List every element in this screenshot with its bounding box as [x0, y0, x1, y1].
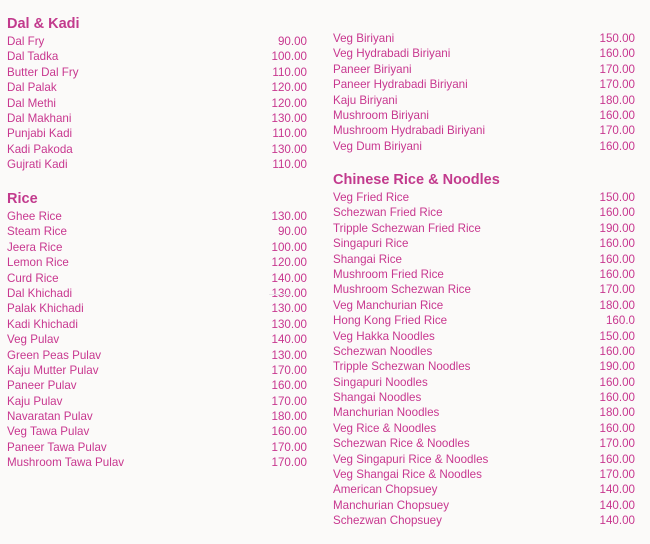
menu-item-price: 170.00: [599, 78, 635, 92]
menu-item-name: Mushroom Biriyani: [333, 108, 429, 122]
menu-item-row: [333, 252, 639, 267]
menu-item-row: [333, 236, 639, 251]
menu-item-row: [333, 123, 639, 138]
menu-item-name: Hong Kong Fried Rice: [333, 314, 448, 328]
paper-mark: [269, 294, 291, 299]
menu-item-name: Palak Khichadi: [7, 302, 84, 316]
menu-item-price: 90.00: [277, 225, 307, 239]
menu-item-row: [333, 298, 639, 313]
menu-item-price: 160.00: [599, 421, 635, 435]
menu-item-name: Veg Fried Rice: [333, 191, 410, 204]
menu-item-name: Veg Dum Biriyani: [333, 139, 422, 153]
menu-item-price: 180.00: [599, 298, 635, 312]
menu-item-row: [333, 329, 639, 344]
menu-item-row: [333, 62, 639, 77]
menu-item-row: [7, 271, 307, 286]
menu-item-row: [333, 108, 639, 123]
menu-item-row: [333, 267, 639, 282]
menu-item-row: [7, 80, 307, 95]
menu-item-row: [7, 424, 307, 439]
menu-item-name: Veg Hakka Noodles: [333, 329, 435, 343]
menu-item-row: [333, 46, 639, 61]
menu-item-price: 160.00: [599, 375, 635, 389]
menu-item-name: Paneer Pulav: [7, 379, 77, 393]
menu-item-price: 180.00: [271, 410, 307, 424]
menu-item-price: 130.00: [271, 142, 307, 156]
menu-item-row: [333, 221, 639, 236]
menu-item-price: 170.00: [271, 363, 307, 377]
menu-item-name: Kaju Mutter Pulav: [7, 363, 99, 377]
menu-item-price: 160.00: [599, 237, 635, 251]
menu-item-price: 170.00: [599, 62, 635, 76]
menu-item-price: 110.00: [272, 65, 307, 79]
menu-item-row: [333, 139, 639, 154]
menu-item-price: 130.00: [271, 302, 307, 316]
menu-item-name: Curd Rice: [7, 271, 59, 285]
menu-item-price: 160.00: [599, 47, 635, 61]
menu-item-price: 160.0: [605, 314, 635, 328]
menu-item-price: 130.00: [271, 111, 307, 125]
menu-item-name: Dal Khichadi: [7, 286, 73, 300]
menu-item-row: [333, 190, 639, 205]
menu-item-name: Jeera Rice: [7, 240, 63, 254]
menu-item-name: Ghee Rice: [7, 210, 62, 223]
menu-item-name: Shangai Noodles: [333, 391, 422, 405]
menu-item-price: 130.00: [271, 348, 307, 362]
menu-item-price: 160.00: [271, 379, 307, 393]
menu-item-row: [7, 96, 307, 111]
menu-item-name: Veg Tawa Pulav: [7, 425, 90, 439]
menu-item-row: [7, 348, 307, 363]
menu-item-row: [333, 452, 639, 467]
menu-item-name: Gujrati Kadi: [7, 158, 68, 172]
menu-item-price: 160.00: [599, 391, 635, 405]
menu-item-name: Veg Rice & Noodles: [333, 421, 437, 435]
menu-item-row: [333, 513, 639, 528]
menu-item-name: Schezwan Fried Rice: [333, 206, 443, 220]
menu-item-price: 170.00: [599, 437, 635, 451]
section-title-chinese: Chinese Rice & Noodles: [333, 172, 500, 188]
menu-item-price: 130.00: [271, 317, 307, 331]
menu-item-row: [333, 375, 639, 390]
menu-item-price: 100.00: [271, 240, 307, 254]
menu-item-price: 150.00: [599, 32, 635, 45]
menu-item-row: [7, 440, 307, 455]
menu-item-row: [7, 65, 307, 80]
menu-item-list: [333, 190, 639, 529]
menu-item-row: [7, 240, 307, 255]
menu-item-row: [7, 34, 307, 49]
menu-item-row: [333, 390, 639, 405]
menu-item-row: [7, 301, 307, 316]
menu-item-name: American Chopsuey: [333, 483, 438, 497]
chinese-rice-noodles-section: [333, 172, 639, 529]
menu-item-list: [333, 31, 639, 154]
menu-item-price: 160.00: [599, 452, 635, 466]
menu-item-row: [333, 482, 639, 497]
menu-item-row: [7, 126, 307, 141]
menu-item-price: 140.00: [599, 483, 635, 497]
menu-item-name: Tripple Schezwan Noodles: [333, 360, 471, 374]
menu-item-row: [7, 49, 307, 64]
menu-item-price: 160.00: [599, 108, 635, 122]
menu-item-row: [7, 378, 307, 393]
menu-item-price: 130.00: [271, 286, 307, 300]
menu-item-name: Schezwan Chopsuey: [333, 514, 442, 528]
menu-item-name: Steam Rice: [7, 225, 67, 239]
menu-item-name: Navaratan Pulav: [7, 410, 93, 424]
menu-item-price: 160.00: [599, 267, 635, 281]
menu-item-name: Singapuri Rice: [333, 237, 409, 251]
menu-item-price: 160.00: [599, 344, 635, 358]
menu-item-row: [333, 467, 639, 482]
menu-item-name: Mushroom Schezwan Rice: [333, 283, 471, 297]
menu-item-name: Paneer Tawa Pulav: [7, 440, 107, 454]
menu-item-price: 190.00: [599, 360, 635, 374]
menu-item-row: [333, 31, 639, 46]
menu-item-name: Dal Fry: [7, 35, 45, 48]
menu-item-price: 180.00: [599, 93, 635, 107]
section-title-dal-kadi: Dal & Kadi: [7, 16, 80, 32]
menu-item-row: [333, 282, 639, 297]
menu-item-name: Mushroom Tawa Pulav: [7, 456, 125, 470]
rice-section: [7, 191, 307, 471]
menu-item-price: 160.00: [599, 252, 635, 266]
menu-item-name: Schezwan Rice & Noodles: [333, 437, 470, 451]
menu-item-name: Veg Biriyani: [333, 32, 395, 45]
menu-item-price: 190.00: [599, 221, 635, 235]
menu-item-price: 170.00: [599, 468, 635, 482]
dal-kadi-section: [7, 16, 307, 173]
menu-item-name: Manchurian Noodles: [333, 406, 440, 420]
menu-item-name: Punjabi Kadi: [7, 127, 73, 141]
menu-item-row: [333, 498, 639, 513]
menu-item-name: Tripple Schezwan Fried Rice: [333, 221, 481, 235]
menu-item-price: 170.00: [271, 394, 307, 408]
menu-item-price: 160.00: [599, 139, 635, 153]
menu-item-price: 110.00: [272, 127, 307, 141]
menu-item-price: 140.00: [599, 498, 635, 512]
menu-item-price: 180.00: [599, 406, 635, 420]
menu-item-price: 170.00: [599, 124, 635, 138]
menu-item-name: Lemon Rice: [7, 256, 69, 270]
menu-item-row: [333, 359, 639, 374]
menu-item-price: 150.00: [599, 329, 635, 343]
menu-item-name: Veg Pulav: [7, 333, 60, 347]
menu-item-row: [333, 93, 639, 108]
menu-item-name: Kadi Khichadi: [7, 317, 78, 331]
menu-item-row: [7, 255, 307, 270]
menu-item-name: Veg Manchurian Rice: [333, 298, 444, 312]
menu-item-price: 130.00: [271, 210, 307, 223]
menu-item-name: Green Peas Pulav: [7, 348, 102, 362]
menu-item-row: [7, 286, 307, 301]
menu-item-row: [7, 157, 307, 172]
menu-item-name: Butter Dal Fry: [7, 65, 79, 79]
menu-item-price: 120.00: [271, 81, 307, 95]
menu-item-name: Mushroom Hydrabadi Biriyani: [333, 124, 486, 138]
menu-item-row: [333, 77, 639, 92]
menu-item-name: Shangai Rice: [333, 252, 402, 266]
menu-item-price: 170.00: [599, 283, 635, 297]
menu-item-price: 120.00: [271, 96, 307, 110]
menu-item-row: [333, 436, 639, 451]
menu-item-row: [7, 409, 307, 424]
menu-item-name: Dal Makhani: [7, 111, 72, 125]
menu-item-name: Schezwan Noodles: [333, 344, 433, 358]
menu-item-price: 110.00: [272, 158, 307, 172]
menu-item-row: [7, 209, 307, 224]
menu-item-name: Dal Palak: [7, 81, 57, 95]
menu-item-name: Paneer Hydrabadi Biriyani: [333, 78, 468, 92]
menu-item-row: [7, 224, 307, 239]
menu-item-row: [333, 205, 639, 220]
menu-item-row: [333, 421, 639, 436]
menu-item-row: [7, 111, 307, 126]
menu-item-name: Kaju Biriyani: [333, 93, 398, 107]
menu-item-price: 140.00: [599, 514, 635, 528]
menu-item-row: [7, 332, 307, 347]
menu-item-list: [7, 209, 307, 471]
cropped-price-fragment: [581, 14, 631, 20]
menu-item-name: Singapuri Noodles: [333, 375, 428, 389]
menu-item-row: [7, 455, 307, 470]
menu-item-price: 120.00: [271, 256, 307, 270]
menu-item-price: 140.00: [271, 271, 307, 285]
menu-item-price: 140.00: [271, 333, 307, 347]
menu-item-name: Dal Tadka: [7, 50, 59, 64]
section-title-rice: Rice: [7, 191, 38, 207]
menu-item-price: 90.00: [277, 35, 307, 48]
menu-item-row: [7, 394, 307, 409]
menu-item-name: Manchurian Chopsuey: [333, 498, 450, 512]
menu-item-price: 170.00: [271, 456, 307, 470]
menu-item-price: 160.00: [271, 425, 307, 439]
menu-item-price: 160.00: [599, 206, 635, 220]
menu-item-name: Veg Singapuri Rice & Noodles: [333, 452, 489, 466]
menu-item-row: [7, 363, 307, 378]
biryani-section: [333, 31, 639, 154]
menu-item-name: Dal Methi: [7, 96, 56, 110]
menu-item-row: [333, 313, 639, 328]
menu-item-list: [7, 34, 307, 173]
menu-item-name: Kaju Pulav: [7, 394, 63, 408]
menu-item-name: Veg Hydrabadi Biriyani: [333, 47, 451, 61]
menu-item-price: 100.00: [271, 50, 307, 64]
menu-item-price: 150.00: [599, 191, 635, 204]
menu-item-row: [7, 142, 307, 157]
menu-item-name: Paneer Biriyani: [333, 62, 412, 76]
menu-item-row: [333, 344, 639, 359]
menu-item-name: Kadi Pakoda: [7, 142, 73, 156]
menu-item-name: Mushroom Fried Rice: [333, 267, 444, 281]
menu-item-name: Veg Shangai Rice & Noodles: [333, 468, 482, 482]
menu-item-row: [7, 317, 307, 332]
menu-item-price: 170.00: [271, 440, 307, 454]
menu-item-row: [333, 405, 639, 420]
